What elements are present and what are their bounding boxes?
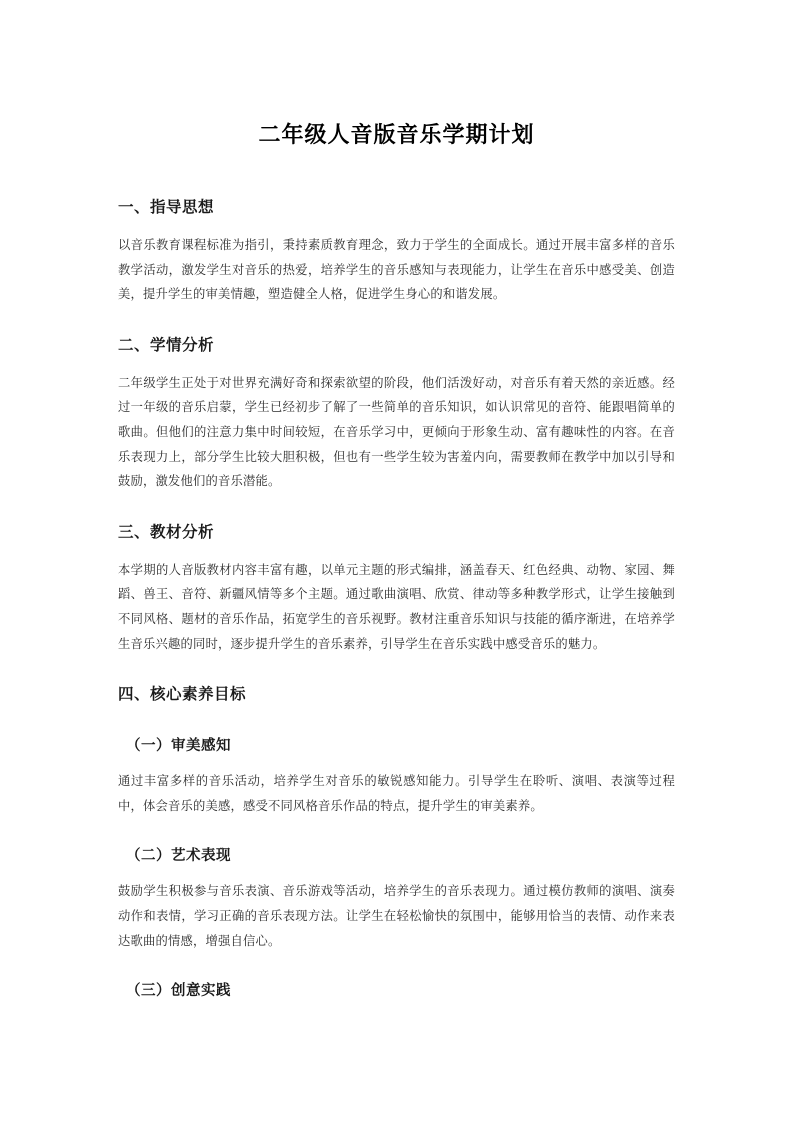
section-core-literacy-goals bbox=[118, 682, 675, 704]
section-textbook-analysis bbox=[118, 520, 675, 656]
page-title: 二年级人音版音乐学期计划 bbox=[258, 122, 535, 147]
subsection-creative-practice bbox=[118, 979, 675, 1000]
subsection-aesthetic-perception bbox=[118, 734, 675, 818]
subsection-heading: （一）审美感知 bbox=[126, 738, 231, 755]
spacer bbox=[118, 720, 675, 734]
section-heading: 二、学情分析 bbox=[118, 336, 215, 354]
subsection-body: 鼓励学生积极参与音乐表演、音乐游戏等活动，培养学生的音乐表现力。通过模仿教师的演唱、演奏动作和表情，学习正确的音乐表现方法。让学生在轻松愉快的氛围中，能够用恰当的表情、动作来表达歌曲的情感，增强自信心。 bbox=[118, 884, 675, 948]
section-body: 本学期的人音版教材内容丰富有趣，以单元主题的形式编排，涵盖春天、红色经典、动物、家园、舞蹈、兽王、音符、新疆风情等多个主题。通过歌曲演唱、欣赏、律动等多种教学形式，让学生接触到不同风格、题材的音乐作品，拓宽学生的音乐视野。教材注重音乐知识与技能的循序渐进，在培养学生音乐兴趣的同时，逐步提升学生的音乐素养，引导学生在音乐实践中感受音乐的魅力。 bbox=[118, 562, 675, 651]
subsection-body: 通过丰富多样的音乐活动，培养学生对音乐的敏锐感知能力。引导学生在聆听、演唱、表演等过程中，体会音乐的美感，感受不同风格音乐作品的特点，提升学生的审美素养。 bbox=[118, 774, 675, 813]
section-body: 以音乐教育课程标准为指引，秉持素质教育理念，致力于学生的全面成长。通过开展丰富多样的音乐教学活动，激发学生对音乐的热爱，培养学生的音乐感知与表现能力，让学生在音乐中感受美、创造美，提升学生的审美情趣，塑造健全人格，促进学生身心的和谐发展。 bbox=[118, 238, 675, 302]
section-heading: 一、指导思想 bbox=[118, 199, 215, 216]
section-heading: 四、核心素养目标 bbox=[118, 686, 247, 704]
section-body: 二年级学生正处于对世界充满好奇和探索欲望的阶段，他们活泼好动，对音乐有着天然的亲近感。经过一年级的音乐启蒙，学生已经初步了解了一些简单的音乐知识，如认识常见的音符、能跟唱简单的歌曲。但他们的注意力集中时间较短，在音乐学习中，更倾向于形象生动、富有趣味性的内容。在音乐表现力上，部分学生比较大胆积极，但也有一些学生较为害羞内向，需要教师在教学中加以引导和鼓励，激发他们的音乐潜能。 bbox=[118, 375, 675, 489]
subsection-heading: （三）创意实践 bbox=[126, 983, 231, 1000]
subsection-heading: （二）艺术表现 bbox=[126, 848, 231, 865]
section-heading: 三、教材分析 bbox=[118, 523, 215, 541]
subsection-artistic-expression bbox=[118, 844, 675, 953]
section-student-analysis bbox=[118, 333, 675, 494]
section-guiding-ideology bbox=[118, 195, 675, 307]
